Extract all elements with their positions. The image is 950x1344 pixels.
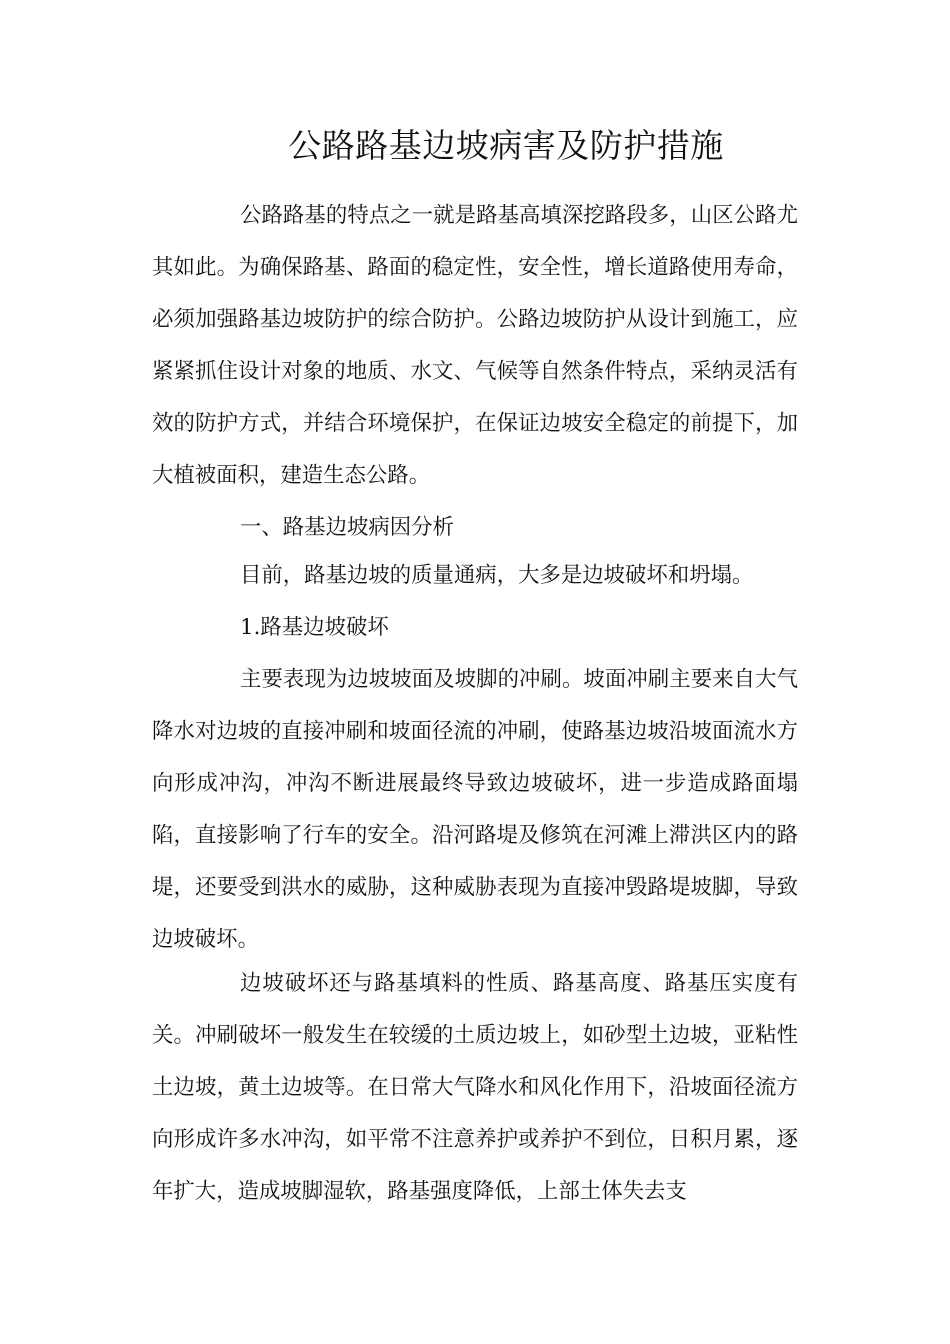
body-paragraph: 边坡破坏还与路基填料的性质、路基高度、路基压实度有关。冲刷破坏一般发生在较缓的土质边坡上，如砂型土边坡，亚粘性土边坡，黄土边坡等。在日常大气降水和风化作用下，沿坡面径流方向形成许多水冲沟，如平常不注意养护或养护不到位，日积月累，逐年扩大，造成坡脚湿软，路基强度降低，上部土体失去支	[152, 971, 798, 1204]
document-title: 公路路基边坡病害及防护措施	[288, 126, 724, 165]
body-paragraph: 主要表现为边坡坡面及坡脚的冲刷。坡面冲刷主要来自大气降水对边坡的直接冲刷和坡面径流的冲刷，使路基边坡沿坡面流水方向形成冲沟，冲沟不断进展最终导致边坡破坏，进一步造成路面塌陷，直接影响了行车的安全。沿河路堤及修筑在河滩上滞洪区内的路堤，还要受到洪水的威胁，这种威胁表现为直接冲毁路堤坡脚，导致边坡破坏。	[152, 667, 798, 952]
subsection-heading: 1.路基边坡破坏	[240, 615, 389, 640]
section-heading: 一、路基边坡病因分析	[240, 515, 454, 540]
body-paragraph: 目前，路基边坡的质量通病，大多是边坡破坏和坍塌。	[240, 563, 754, 588]
intro-paragraph: 公路路基的特点之一就是路基高填深挖路段多，山区公路尤其如此。为确保路基、路面的稳定性，安全性，增长道路使用寿命，必须加强路基边坡防护的综合防护。公路边坡防护从设计到施工，应紧紧抓住设计对象的地质、水文、气候等自然条件特点，采纳灵活有效的防护方式，并结合环境保护，在保证边坡安全稳定的前提下，加大植被面积，建造生态公路。	[152, 203, 798, 488]
